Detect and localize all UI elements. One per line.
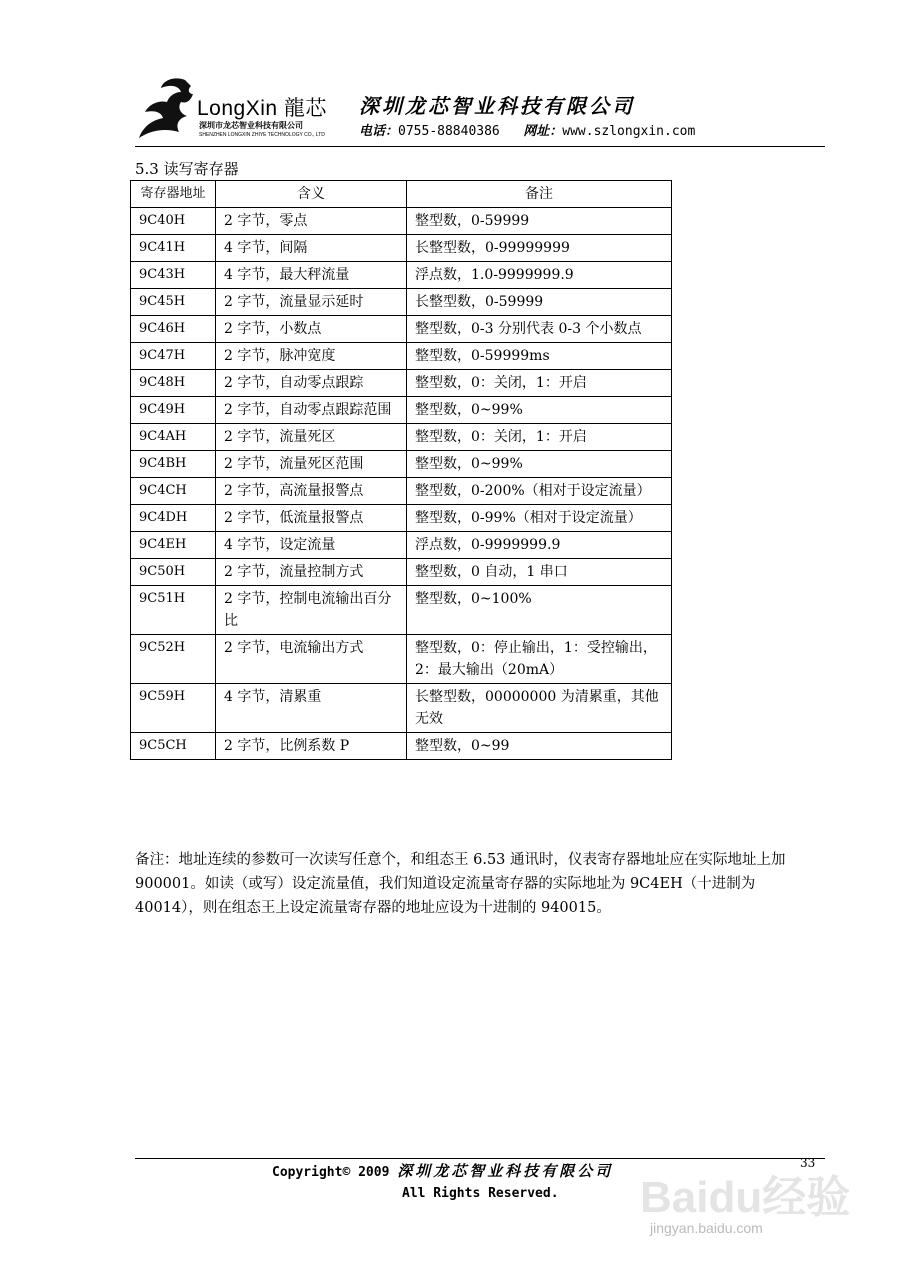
page-header	[135, 70, 825, 148]
table-row	[131, 262, 672, 289]
note-paragraph: 备注：地址连续的参数可一次读写任意个，和组态王 6.53 通讯时，仪表寄存器地址应在实际地址上加 900001。如读（或写）设定流量值，我们知道设定流量寄存器的实际地址为 9C4EH（十进制为 40014），则在组态王上设定流量寄存器的地址应设为十进制的 940015。	[135, 852, 786, 916]
footer-company: 深圳龙芯智业科技有限公司	[397, 1162, 614, 1180]
remark-cell: 整型数，0-200%（相对于设定流量）	[407, 478, 672, 505]
table-row	[131, 505, 672, 532]
address-cell: 9C5CH	[131, 733, 216, 760]
remark-cell: 浮点数，1.0-9999999.9	[407, 262, 672, 289]
remark-cell: 整型数，0~99	[407, 733, 672, 760]
meaning-cell: 4 字节，设定流量	[216, 532, 407, 559]
register-table	[130, 180, 672, 760]
meaning-cell: 2 字节，流量显示延时	[216, 289, 407, 316]
remark-cell: 整型数，0-59999ms	[407, 343, 672, 370]
table-row	[131, 370, 672, 397]
logo-text: LongXin 龍芯	[197, 97, 327, 120]
table-row	[131, 635, 672, 684]
address-cell: 9C49H	[131, 397, 216, 424]
table-row	[131, 397, 672, 424]
table-row	[131, 684, 672, 733]
meaning-cell: 4 字节，清累重	[216, 684, 407, 733]
meaning-cell: 2 字节，自动零点跟踪	[216, 370, 407, 397]
address-cell: 9C43H	[131, 262, 216, 289]
header-remark: 备注	[407, 181, 672, 208]
website-url: www.szlongxin.com	[562, 124, 696, 139]
meaning-cell: 2 字节，控制电流输出百分比	[216, 586, 407, 635]
address-cell: 9C46H	[131, 316, 216, 343]
address-cell: 9C45H	[131, 289, 216, 316]
page-number: 33	[800, 1156, 816, 1170]
meaning-cell: 4 字节，间隔	[216, 235, 407, 262]
phone-label: 电话：	[359, 124, 399, 139]
header-address: 寄存器地址	[131, 181, 216, 208]
meaning-cell: 2 字节，低流量报警点	[216, 505, 407, 532]
copyright-line	[272, 1160, 613, 1181]
web-label: 网址：	[523, 124, 563, 139]
rights-reserved: All Rights Reserved.	[402, 1186, 559, 1201]
address-cell: 9C40H	[131, 208, 216, 235]
table-row	[131, 235, 672, 262]
table-row	[131, 316, 672, 343]
address-cell: 9C51H	[131, 586, 216, 635]
remark-cell: 整型数，0-3 分别代表 0-3 个小数点	[407, 316, 672, 343]
remark-cell: 整型数，0-99%（相对于设定流量）	[407, 505, 672, 532]
remark-cell: 整型数，0-59999	[407, 208, 672, 235]
logo-subtitle-en: SHENZHEN LONGXIN ZHIYE TECHNOLOGY CO., LTD	[199, 132, 325, 138]
logo-subtitle-cn: 深圳市龙芯智业科技有限公司	[199, 121, 303, 130]
table-row	[131, 586, 672, 635]
remark-cell: 整型数，0~99%	[407, 451, 672, 478]
meaning-cell: 4 字节，最大秤流量	[216, 262, 407, 289]
address-cell: 9C52H	[131, 635, 216, 684]
meaning-cell: 2 字节，高流量报警点	[216, 478, 407, 505]
table-row	[131, 289, 672, 316]
watermark-url: jingyan.baidu.com	[650, 1220, 763, 1236]
meaning-cell: 2 字节，自动零点跟踪范围	[216, 397, 407, 424]
table-row	[131, 559, 672, 586]
table-row	[131, 733, 672, 760]
meaning-cell: 2 字节，零点	[216, 208, 407, 235]
header-divider	[135, 146, 825, 147]
address-cell: 9C4EH	[131, 532, 216, 559]
address-cell: 9C50H	[131, 559, 216, 586]
company-name: 深圳龙芯智业科技有限公司	[359, 94, 635, 118]
address-cell: 9C4AH	[131, 424, 216, 451]
dragon-logo-icon	[135, 74, 199, 144]
table-row	[131, 208, 672, 235]
phone-number: 0755-88840386	[398, 124, 500, 139]
address-cell: 9C48H	[131, 370, 216, 397]
address-cell: 9C4BH	[131, 451, 216, 478]
table-row	[131, 532, 672, 559]
address-cell: 9C41H	[131, 235, 216, 262]
table-row	[131, 451, 672, 478]
contact-line	[359, 120, 695, 139]
remark-cell: 长整型数，00000000 为清累重，其他无效	[407, 684, 672, 733]
section-title: 5.3 读写寄存器	[135, 160, 239, 178]
table-row	[131, 424, 672, 451]
meaning-cell: 2 字节，流量死区	[216, 424, 407, 451]
address-cell: 9C59H	[131, 684, 216, 733]
address-cell: 9C47H	[131, 343, 216, 370]
table-header-row	[131, 181, 672, 208]
remark-cell: 整型数，0~99%	[407, 397, 672, 424]
address-cell: 9C4DH	[131, 505, 216, 532]
watermark-text: Baidu经验	[640, 1173, 851, 1222]
meaning-cell: 2 字节，脉冲宽度	[216, 343, 407, 370]
meaning-cell: 2 字节，流量死区范围	[216, 451, 407, 478]
remark-cell: 浮点数，0-9999999.9	[407, 532, 672, 559]
address-cell: 9C4CH	[131, 478, 216, 505]
remark-cell: 整型数，0 自动，1 串口	[407, 559, 672, 586]
remark-cell: 整型数，0：关闭，1：开启	[407, 424, 672, 451]
remark-cell: 整型数，0：关闭，1：开启	[407, 370, 672, 397]
company-logo	[135, 74, 350, 144]
table-row	[131, 478, 672, 505]
remark-cell: 长整型数，0-99999999	[407, 235, 672, 262]
meaning-cell: 2 字节，流量控制方式	[216, 559, 407, 586]
meaning-cell: 2 字节，比例系数 P	[216, 733, 407, 760]
meaning-cell: 2 字节，电流输出方式	[216, 635, 407, 684]
header-meaning: 含义	[216, 181, 407, 208]
remark-cell: 整型数，0~100%	[407, 586, 672, 635]
remark-cell: 长整型数，0-59999	[407, 289, 672, 316]
meaning-cell: 2 字节，小数点	[216, 316, 407, 343]
table-row	[131, 343, 672, 370]
remark-cell: 整型数，0：停止输出，1：受控输出，2：最大输出（20mA）	[407, 635, 672, 684]
copyright-prefix: Copyright© 2009	[272, 1165, 390, 1180]
